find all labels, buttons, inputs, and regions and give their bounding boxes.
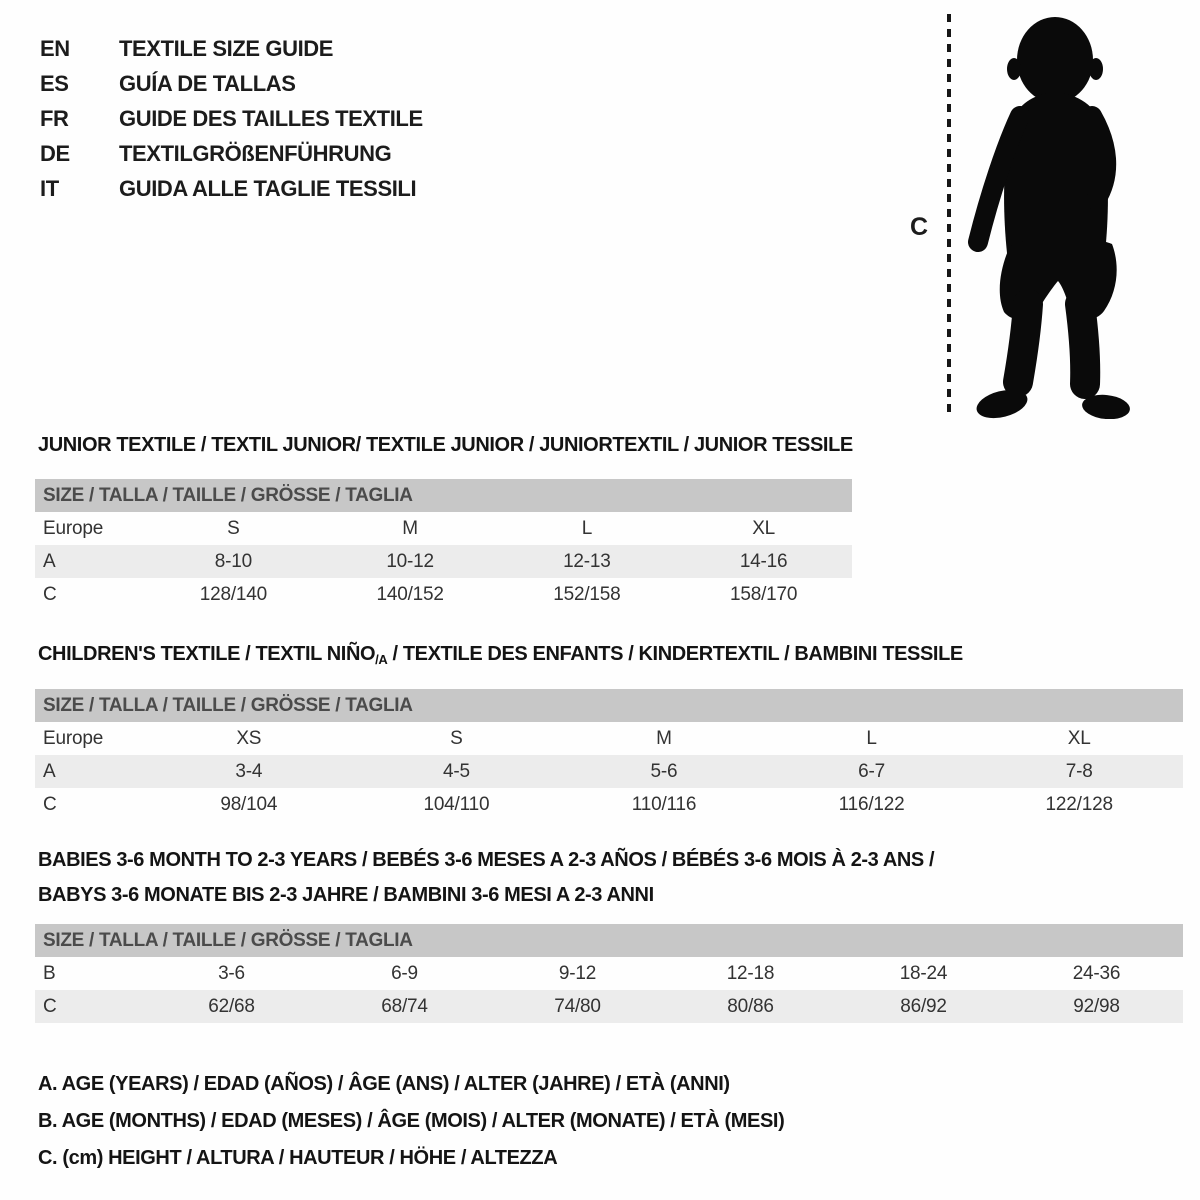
table-cell: S: [227, 517, 240, 539]
lang-row-fr: [40, 101, 423, 136]
height-marker-label: C: [910, 213, 929, 241]
table-cell: 92/98: [1073, 995, 1120, 1017]
row-label: Europe: [43, 727, 104, 749]
table-cell: 128/140: [199, 583, 268, 605]
table-cell: 9-12: [558, 962, 597, 984]
table-cell: XL: [1067, 727, 1091, 749]
table-row: [35, 722, 1183, 755]
children-title-suffix: / TEXTILE DES ENFANTS / KINDERTEXTIL / BAMBINI TESSILE: [387, 643, 963, 665]
lang-code: EN: [40, 35, 70, 61]
lang-code: IT: [40, 175, 59, 201]
row-label: C: [43, 793, 57, 815]
row-label: C: [43, 995, 57, 1017]
table-cell: 110/116: [631, 793, 697, 815]
row-label: C: [43, 583, 57, 605]
lang-row-en: [40, 31, 423, 66]
table-cell: 18-24: [899, 962, 948, 984]
lang-title: GUIDA ALLE TAGLIE TESSILI: [119, 175, 417, 201]
table-cell: 3-4: [235, 760, 263, 782]
table-cell: M: [402, 517, 418, 539]
babies-section-title-line2: BABYS 3-6 MONATE BIS 2-3 JAHRE / BAMBINI 3-6 MESI A 2-3 ANNI: [38, 884, 654, 906]
lang-title: GUÍA DE TALLAS: [119, 70, 296, 96]
children-section-title: [38, 643, 963, 667]
children-title-prefix: CHILDREN'S TEXTILE / TEXTIL NIÑO: [38, 643, 376, 665]
table-cell: 80/86: [727, 995, 774, 1017]
table-cell: 6-9: [391, 962, 418, 984]
size-header-bar: SIZE / TALLA / TAILLE / GRÖSSE / TAGLIA: [35, 479, 852, 512]
language-title-list: [40, 31, 423, 206]
table-row: [35, 578, 852, 611]
lang-title: GUIDE DES TAILLES TEXTILE: [119, 105, 423, 131]
table-cell: 4-5: [442, 760, 470, 782]
table-cell: S: [450, 727, 463, 749]
children-title-sub: /A: [375, 652, 388, 667]
table-cell: M: [656, 727, 672, 749]
table-cell: 5-6: [650, 760, 678, 782]
junior-section-title: JUNIOR TEXTILE / TEXTIL JUNIOR/ TEXTILE JUNIOR / JUNIORTEXTIL / JUNIOR TESSILE: [38, 434, 853, 456]
row-label: A: [43, 760, 56, 782]
table-cell: 140/152: [376, 583, 444, 605]
table-cell: 98/104: [220, 793, 278, 815]
table-row: [35, 755, 1183, 788]
table-cell: 24-36: [1072, 962, 1121, 984]
size-header-bar: SIZE / TALLA / TAILLE / GRÖSSE / TAGLIA: [35, 924, 1183, 957]
lang-row-de: [40, 136, 423, 171]
measurement-legend: [38, 1066, 784, 1177]
lang-code: FR: [40, 105, 69, 131]
table-row: [35, 512, 852, 545]
table-cell: 122/128: [1045, 793, 1113, 815]
table-cell: 12-13: [563, 550, 611, 572]
lang-code: ES: [40, 70, 69, 96]
size-header-bar: SIZE / TALLA / TAILLE / GRÖSSE / TAGLIA: [35, 689, 1183, 722]
table-cell: 86/92: [900, 995, 947, 1017]
babies-section-title-line1: BABIES 3-6 MONTH TO 2-3 YEARS / BEBÉS 3-6 MESES A 2-3 AÑOS / BÉBÉS 3-6 MOIS À 2-3 ANS /: [38, 849, 935, 871]
row-label: B: [43, 962, 56, 984]
children-size-table: [35, 689, 1183, 821]
row-label: A: [43, 550, 56, 572]
table-cell: 68/74: [381, 995, 428, 1017]
babies-size-table: [35, 924, 1183, 1023]
table-cell: 3-6: [218, 962, 245, 984]
legend-line-a: A. AGE (YEARS) / EDAD (AÑOS) / ÂGE (ANS) / ALTER (JAHRE) / ETÀ (ANNI): [38, 1073, 730, 1095]
lang-title: TEXTILGRÖßENFÜHRUNG: [119, 140, 392, 166]
table-cell: 116/122: [838, 793, 905, 815]
table-cell: 6-7: [858, 760, 886, 782]
height-dashed-line: [947, 14, 951, 417]
table-cell: 74/80: [554, 995, 601, 1017]
table-cell: L: [866, 727, 877, 749]
table-cell: 104/110: [423, 793, 490, 815]
table-row: [35, 957, 1183, 990]
table-cell: XL: [752, 517, 776, 539]
table-cell: 8-10: [214, 550, 252, 572]
table-cell: L: [581, 517, 593, 539]
table-row: [35, 990, 1183, 1023]
lang-code: DE: [40, 140, 70, 166]
lang-row-es: [40, 66, 423, 101]
table-row: [35, 545, 852, 578]
table-cell: 7-8: [1065, 760, 1093, 782]
table-cell: 14-16: [739, 550, 788, 572]
legend-line-b: B. AGE (MONTHS) / EDAD (MESES) / ÂGE (MOIS) / ALTER (MONATE) / ETÀ (MESI): [38, 1110, 785, 1132]
lang-title: TEXTILE SIZE GUIDE: [119, 35, 334, 61]
legend-line-c: C. (cm) HEIGHT / ALTURA / HAUTEUR / HÖHE / ALTEZZA: [38, 1147, 558, 1169]
lang-row-it: [40, 171, 423, 206]
table-cell: 158/170: [729, 583, 798, 605]
table-row: [35, 788, 1183, 821]
table-cell: 62/68: [208, 995, 255, 1017]
junior-size-table: [35, 479, 852, 611]
row-label: Europe: [43, 517, 104, 539]
table-cell: 152/158: [553, 583, 621, 605]
table-cell: XS: [236, 727, 262, 749]
table-cell: 10-12: [386, 550, 434, 572]
table-cell: 12-18: [726, 962, 775, 984]
baby-silhouette-icon: [968, 14, 1136, 419]
